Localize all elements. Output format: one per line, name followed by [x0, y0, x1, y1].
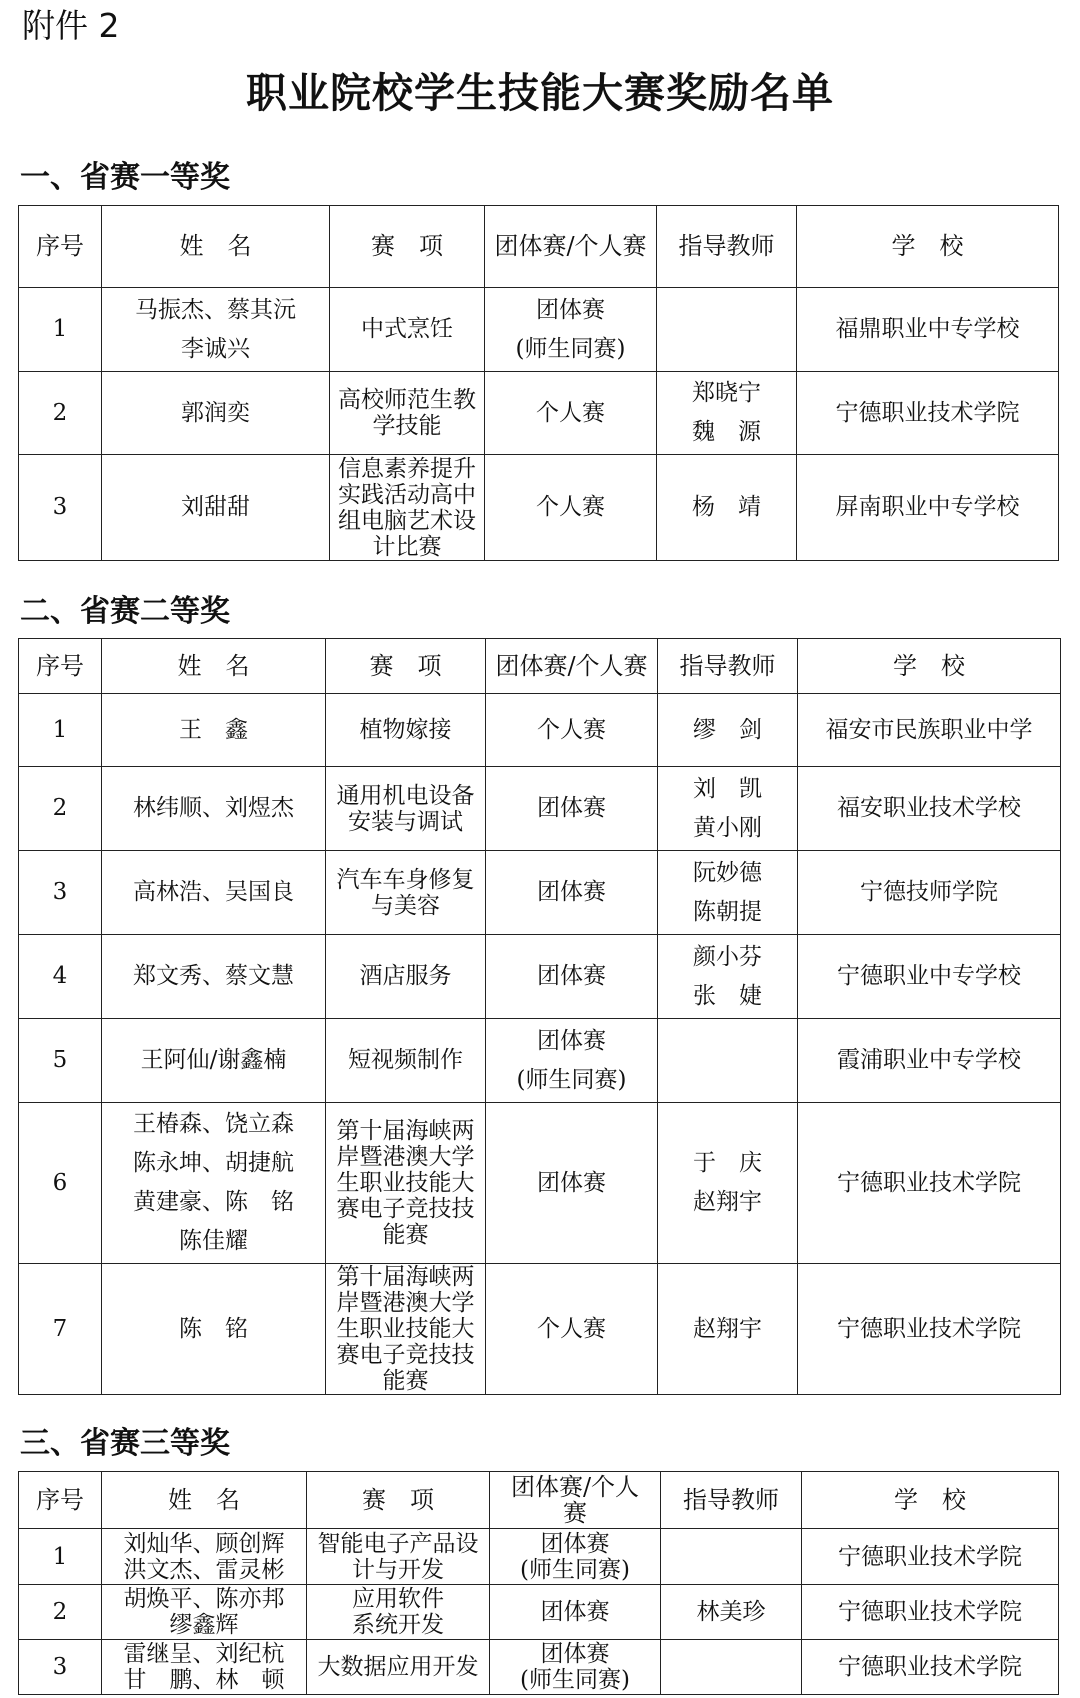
table-header-row [19, 639, 1061, 694]
row-school: 宁德职业技术学院 [802, 1585, 1059, 1640]
table-row [19, 1264, 1061, 1395]
header-type: 团体赛/个人 赛 [490, 1472, 661, 1529]
row-type: 团体赛 (师生同赛) [490, 1640, 661, 1695]
row-type: 团体赛 (师生同赛) [485, 288, 657, 372]
row-type: 个人赛 [485, 372, 657, 455]
row-school: 福鼎职业中专学校 [797, 288, 1059, 372]
row-no: 2 [19, 767, 102, 851]
row-school: 宁德职业中专学校 [798, 935, 1061, 1019]
header-school: 学 校 [798, 639, 1061, 694]
row-event: 信息素养提升 实践活动高中 组电脑艺术设 计比赛 [330, 455, 485, 561]
row-names: 高林浩、吴国良 [102, 851, 326, 935]
row-names: 王阿仙/谢鑫楠 [102, 1019, 326, 1103]
row-no: 5 [19, 1019, 102, 1103]
row-school: 屏南职业中专学校 [797, 455, 1059, 561]
row-teachers: 杨 靖 [657, 455, 797, 561]
header-school: 学 校 [802, 1472, 1059, 1529]
table-row [19, 1103, 1061, 1264]
second-prize-table [18, 638, 1061, 1395]
row-names: 王 鑫 [102, 694, 326, 767]
row-event: 植物嫁接 [326, 694, 486, 767]
section-heading-first-prize: 一、省赛一等奖 [20, 160, 230, 195]
row-event: 高校师范生教 学技能 [330, 372, 485, 455]
row-no: 3 [19, 455, 102, 561]
table-row [19, 1640, 1059, 1695]
row-type: 团体赛 (师生同赛) [490, 1529, 661, 1585]
row-names: 郑文秀、蔡文慧 [102, 935, 326, 1019]
row-school: 宁德职业技术学院 [798, 1103, 1061, 1264]
row-names: 郭润奕 [102, 372, 330, 455]
row-school: 宁德职业技术学院 [802, 1640, 1059, 1695]
row-names: 雷继呈、刘纪杭 甘 鹏、林 顿 [102, 1640, 307, 1695]
row-teachers: 赵翔宇 [658, 1264, 798, 1395]
header-teacher: 指导教师 [657, 206, 797, 288]
row-event: 通用机电设备 安装与调试 [326, 767, 486, 851]
table-row [19, 1529, 1059, 1585]
row-type: 团体赛 [486, 1103, 658, 1264]
row-school: 宁德职业技术学院 [802, 1529, 1059, 1585]
row-names: 刘甜甜 [102, 455, 330, 561]
row-no: 1 [19, 288, 102, 372]
row-no: 7 [19, 1264, 102, 1395]
table-row [19, 694, 1061, 767]
row-event: 短视频制作 [326, 1019, 486, 1103]
header-event: 赛 项 [326, 639, 486, 694]
header-no: 序号 [19, 639, 102, 694]
row-type: 团体赛 [486, 767, 658, 851]
first-prize-table [18, 205, 1059, 561]
section-heading-second-prize: 二、省赛二等奖 [20, 594, 230, 629]
row-no: 4 [19, 935, 102, 1019]
table-row [19, 851, 1061, 935]
header-teacher: 指导教师 [658, 639, 798, 694]
row-event: 汽车车身修复 与美容 [326, 851, 486, 935]
row-teachers: 郑晓宁 魏 源 [657, 372, 797, 455]
row-names: 王椿森、饶立森 陈永坤、胡捷航 黄建豪、陈 铭 陈佳耀 [102, 1103, 326, 1264]
row-teachers: 林美珍 [661, 1585, 802, 1640]
table-row [19, 372, 1059, 455]
attachment-label: 附件 2 [22, 6, 120, 45]
row-no: 3 [19, 1640, 102, 1695]
row-teachers: 缪 剑 [658, 694, 798, 767]
header-no: 序号 [19, 206, 102, 288]
row-school: 霞浦职业中专学校 [798, 1019, 1061, 1103]
header-event: 赛 项 [307, 1472, 490, 1529]
table-header-row [19, 1472, 1059, 1529]
row-event: 应用软件 系统开发 [307, 1585, 490, 1640]
row-teachers: 于 庆 赵翔宇 [658, 1103, 798, 1264]
row-teachers: 颜小芬 张 婕 [658, 935, 798, 1019]
row-type: 个人赛 [485, 455, 657, 561]
row-no: 1 [19, 1529, 102, 1585]
row-event: 大数据应用开发 [307, 1640, 490, 1695]
row-no: 2 [19, 372, 102, 455]
row-school: 宁德职业技术学院 [798, 1264, 1061, 1395]
row-event: 中式烹饪 [330, 288, 485, 372]
row-type: 个人赛 [486, 1264, 658, 1395]
header-no: 序号 [19, 1472, 102, 1529]
section-heading-third-prize: 三、省赛三等奖 [20, 1426, 230, 1461]
table-row [19, 455, 1059, 561]
header-type: 团体赛/个人赛 [485, 206, 657, 288]
row-names: 胡焕平、陈亦邦 缪鑫辉 [102, 1585, 307, 1640]
header-name: 姓 名 [102, 1472, 307, 1529]
row-type: 团体赛 (师生同赛) [486, 1019, 658, 1103]
row-teachers: 阮妙德 陈朝提 [658, 851, 798, 935]
row-teachers: 刘 凯 黄小刚 [658, 767, 798, 851]
row-teachers [661, 1529, 802, 1585]
row-teachers [657, 288, 797, 372]
table-row [19, 1585, 1059, 1640]
row-school: 福安市民族职业中学 [798, 694, 1061, 767]
third-prize-table [18, 1471, 1059, 1695]
table-row [19, 935, 1061, 1019]
header-name: 姓 名 [102, 639, 326, 694]
row-no: 6 [19, 1103, 102, 1264]
row-school: 宁德技师学院 [798, 851, 1061, 935]
header-teacher: 指导教师 [661, 1472, 802, 1529]
row-no: 3 [19, 851, 102, 935]
header-school: 学 校 [797, 206, 1059, 288]
row-event: 第十届海峡两 岸暨港澳大学 生职业技能大 赛电子竞技技 能赛 [326, 1103, 486, 1264]
page-title: 职业院校学生技能大赛奖励名单 [246, 69, 834, 117]
row-names: 马振杰、蔡其沅 李诚兴 [102, 288, 330, 372]
header-type: 团体赛/个人赛 [486, 639, 658, 694]
row-type: 团体赛 [486, 935, 658, 1019]
row-names: 林纬顺、刘煜杰 [102, 767, 326, 851]
table-row [19, 1019, 1061, 1103]
row-names: 陈 铭 [102, 1264, 326, 1395]
header-name: 姓 名 [102, 206, 330, 288]
row-event: 智能电子产品设 计与开发 [307, 1529, 490, 1585]
row-event: 酒店服务 [326, 935, 486, 1019]
row-type: 团体赛 [486, 851, 658, 935]
table-header-row [19, 206, 1059, 288]
header-event: 赛 项 [330, 206, 485, 288]
row-teachers [658, 1019, 798, 1103]
row-type: 个人赛 [486, 694, 658, 767]
row-school: 福安职业技术学校 [798, 767, 1061, 851]
row-event: 第十届海峡两 岸暨港澳大学 生职业技能大 赛电子竞技技 能赛 [326, 1264, 486, 1395]
table-row [19, 288, 1059, 372]
row-teachers [661, 1640, 802, 1695]
row-names: 刘灿华、顾创辉 洪文杰、雷灵彬 [102, 1529, 307, 1585]
row-type: 团体赛 [490, 1585, 661, 1640]
row-no: 1 [19, 694, 102, 767]
row-no: 2 [19, 1585, 102, 1640]
row-school: 宁德职业技术学院 [797, 372, 1059, 455]
table-row [19, 767, 1061, 851]
